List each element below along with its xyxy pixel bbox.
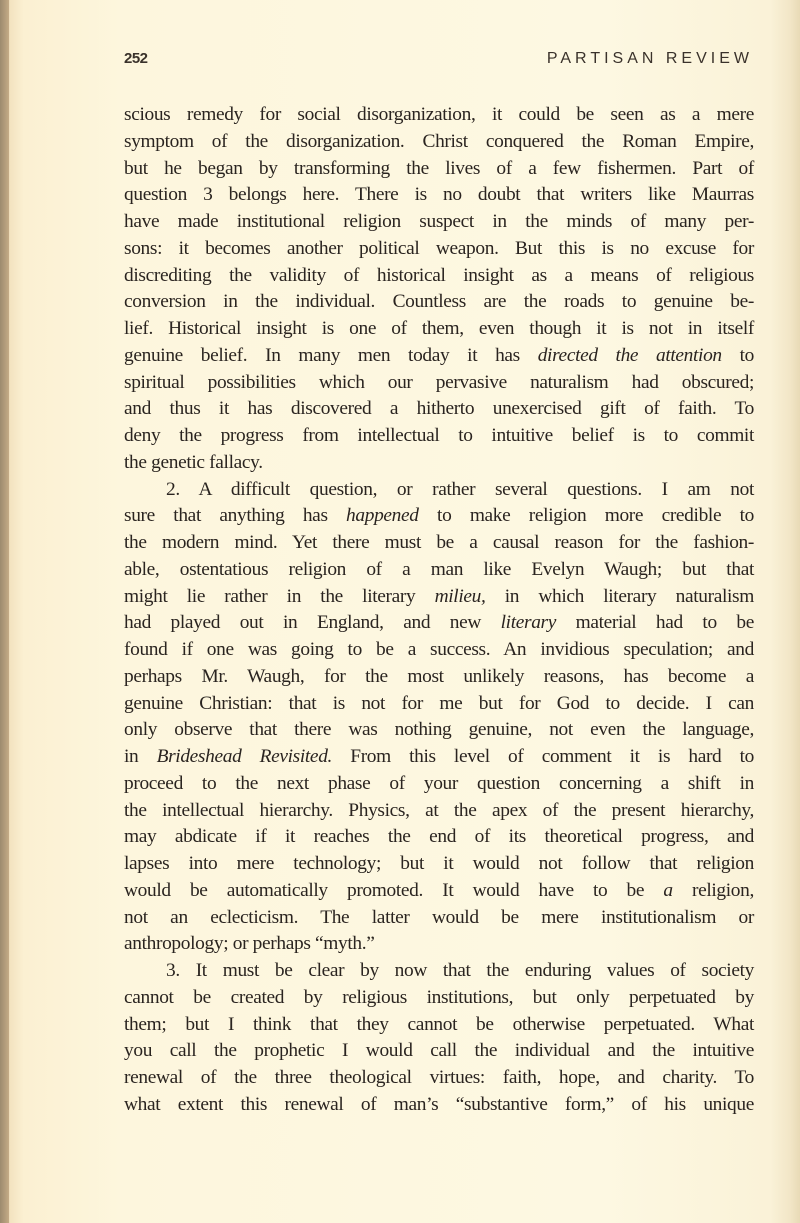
text-line: 3. It must be clear by now that the enduring values of society [166,960,754,981]
text-span: to make religion more credible to [418,505,754,527]
italic-emphasis: milieu, [434,585,486,607]
text-span: would be automatically promoted. It would have to be [124,879,664,901]
text-line: scious remedy for social disorganization, it could be seen as a mere [124,104,754,125]
text-line: symptom of the disorganization. Christ conquered the Roman Empire, [124,130,754,152]
text-span: sure that anything has [124,505,347,527]
text-line: have made institutional religion suspect in the minds of many per- [124,211,754,232]
italic-emphasis: literary [500,612,556,634]
text-span: in [124,746,157,767]
italic-emphasis: happened [346,505,419,527]
running-head: PARTISAN REVIEW [546,50,753,67]
text-span: genuine belief. In many men today it has [124,344,538,366]
body-text [124,102,754,1119]
text-line [124,610,754,637]
page-spine-shadow [0,0,9,1223]
text-line [124,878,754,905]
text-span: religion, [672,879,754,901]
text-span: in which literary naturalism [485,585,754,607]
text-line [124,584,754,611]
text-line: sons: it becomes another political weapon. But this is no excuse for [124,237,754,259]
text-line: may abdicate if it reaches the end of its theoretical progress, and [124,826,754,848]
text-line: cannot be created by religious institutions, but only perpetuated by [124,986,754,1008]
italic-book-title: Brideshead Revisited. [156,746,333,767]
text-line: and thus it has discovered a hitherto unexercised gift of faith. To [124,398,754,420]
text-line: them; but I think that they cannot be otherwise perpetuated. What [124,1013,754,1035]
text-line: the intellectual hierarchy. Physics, at the apex of the present hierarchy, [124,799,754,821]
text-span: material had to be [556,612,754,634]
text-line: conversion in the individual. Countless are the roads to genuine be- [124,291,754,313]
text-line: the genetic fallacy. [124,451,263,473]
text-line: perhaps Mr. Waugh, for the most unlikely reasons, has become a [124,665,754,687]
page-header [124,50,753,74]
text-span: might lie rather in the literary [124,585,435,607]
text-line: only observe that there was nothing genuine, not even the language, [124,719,754,741]
italic-emphasis: directed the attention [537,344,722,366]
text-line: deny the progress from intellectual to intuitive belief is to commit [124,425,754,446]
text-line: proceed to the next phase of your question concerning a shift in [124,772,754,794]
text-line: anthropology; or perhaps “myth.” [124,933,375,955]
text-line: renewal of the three theological virtues: faith, hope, and charity. To [124,1067,754,1088]
text-span: to [721,344,754,366]
text-line: 2. A difficult question, or rather several questions. I am not [166,478,754,500]
text-line [124,744,754,771]
text-line: but he began by transforming the lives of a few fishermen. Part of [124,157,754,179]
text-line: spiritual possibilities which our pervasive naturalism had obscured; [124,371,754,393]
text-span: had played out in England, and new [124,612,501,634]
text-line: able, ostentatious religion of a man like Evelyn Waugh; but that [124,558,754,580]
text-line: not an eclecticism. The latter would be mere institutionalism or [124,906,754,928]
text-line: question 3 belongs here. There is no doubt that writers like Maurras [124,184,754,206]
text-span: From this level of comment it is hard to [332,746,754,767]
page-number: 252 [124,50,148,67]
text-line [124,343,754,370]
italic-emphasis: a [663,879,673,901]
text-line: you call the prophetic I would call the individual and the intuitive [124,1040,754,1062]
text-line: genuine Christian: that is not for me but for God to decide. I can [124,692,754,714]
text-line: what extent this renewal of man’s “substantive form,” of his unique [124,1093,754,1115]
text-line: lief. Historical insight is one of them, even though it is not in itself [124,318,754,339]
text-line: the modern mind. Yet there must be a causal reason for the fashion- [124,532,754,553]
text-line [124,503,754,530]
text-line: lapses into mere technology; but it would not follow that religion [124,853,754,874]
text-line: found if one was going to be a success. An invidious speculation; and [124,639,754,660]
text-line: discrediting the validity of historical insight as a means of religious [124,264,754,286]
